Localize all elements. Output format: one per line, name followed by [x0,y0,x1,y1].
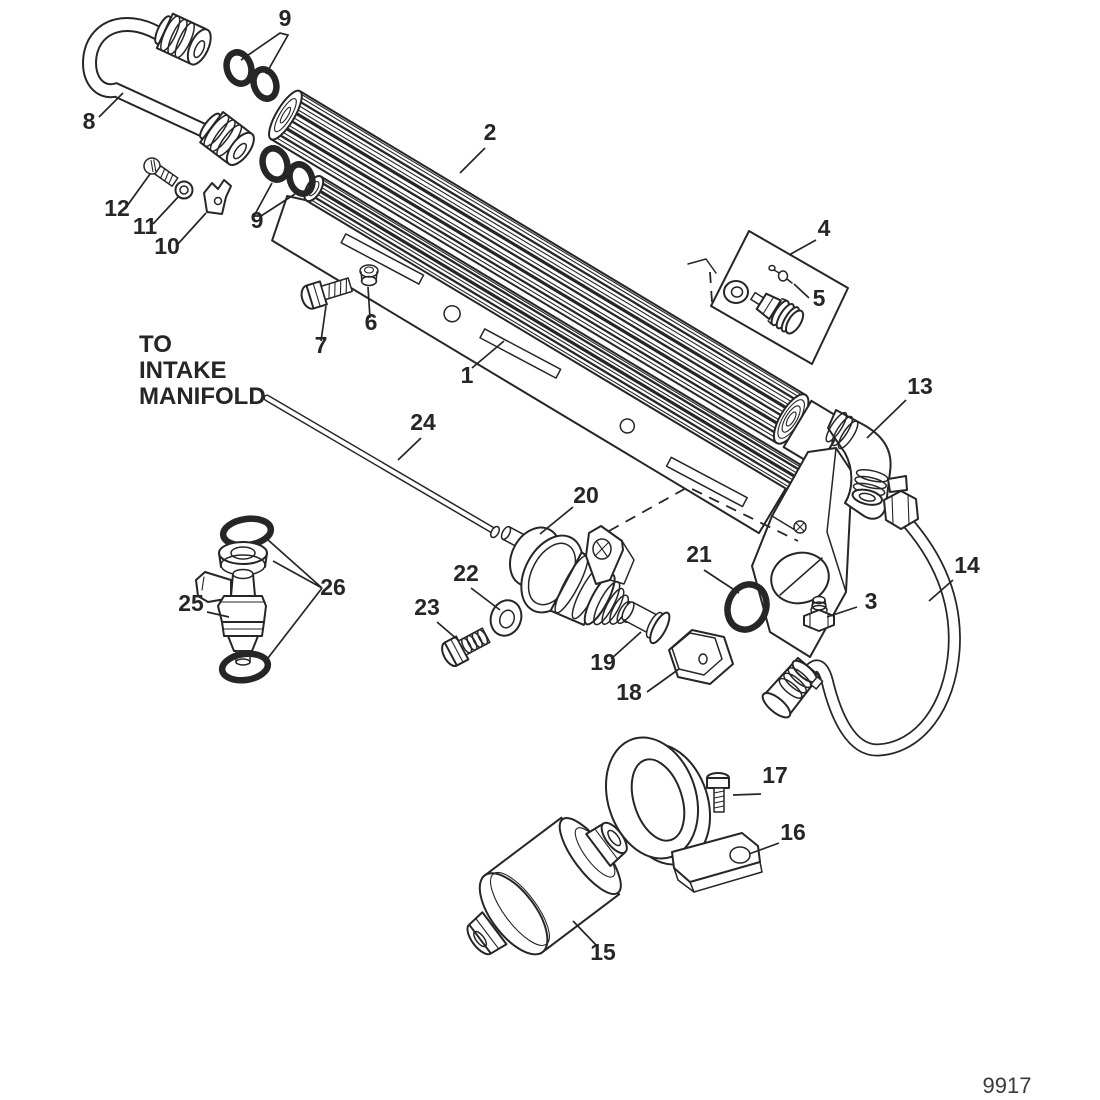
u-tube [90,11,259,170]
callout-22: 22 [453,560,479,586]
mount-bolt [299,273,354,311]
tube-fitting-lower [195,108,259,170]
callout-8: 8 [82,108,96,134]
hex-cap [669,630,733,684]
callout-21: 21 [686,541,712,567]
callout-1: 1 [460,362,474,388]
vent-tube [267,398,501,539]
callout-26: 26 [320,574,346,600]
screw [141,155,180,189]
callout-16: 16 [780,819,806,845]
callout-25: 25 [178,590,204,616]
injector-body [196,570,266,666]
callout-17: 17 [762,762,788,788]
callout-14: 14 [954,552,980,578]
callout-5: 5 [812,285,826,311]
callout-4: 4 [817,215,831,241]
injector-o-ring-bottom [220,651,269,683]
callout-2: 2 [483,119,497,145]
callout-9: 9 [278,5,292,31]
note-line-2: INTAKE [139,357,227,384]
note-line-3: MANIFOLD [139,383,266,410]
regulator-plug [616,594,673,646]
tube-fitting-upper [150,11,215,68]
callout-12: 12 [104,195,130,221]
figure-number: 9917 [982,1073,1032,1098]
callout-18: 18 [616,679,642,705]
regulator-bracket [586,526,634,584]
o-rings-top [223,49,280,102]
callout-24: 24 [410,409,436,435]
note-line-1: TO [139,331,172,358]
callout-7: 7 [314,332,328,358]
intake-manifold-note [139,331,266,410]
callout-19: 19 [590,649,616,675]
seal-washer [486,596,527,640]
retainer-bracket [204,180,231,214]
fuel-rail-lower [264,167,801,533]
pressure-regulator [500,519,648,646]
callout-23: 23 [414,594,440,620]
callout-6: 6 [364,309,378,335]
callout-13: 13 [907,373,933,399]
callout-15: 15 [590,939,616,965]
callout-10: 10 [154,233,180,259]
callout-20: 20 [573,482,599,508]
fuel-injector-assembly [196,516,273,683]
callout-3: 3 [864,588,878,614]
callout-9b: 9 [250,207,264,233]
callout-11: 11 [132,213,158,239]
